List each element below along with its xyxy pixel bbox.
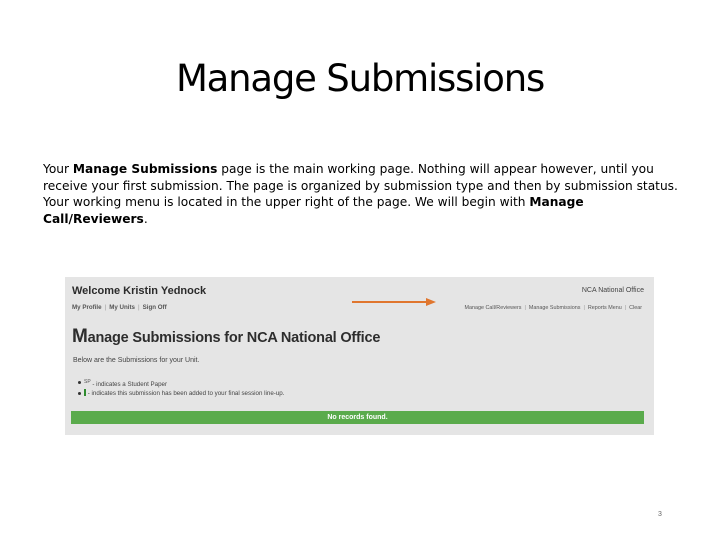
page-number: 3 xyxy=(658,511,662,518)
sign-off-link[interactable]: Sign Off xyxy=(142,304,167,311)
welcome-heading: Welcome Kristin Yednock xyxy=(72,285,207,297)
arrow-icon xyxy=(352,297,436,307)
intro-text-1: Your xyxy=(43,162,73,176)
unit-description: Below are the Submissions for your Unit. xyxy=(73,357,200,364)
menu-separator: | xyxy=(624,305,627,311)
menu-separator: | xyxy=(524,305,526,311)
legend-list xyxy=(78,377,284,399)
legend-student-paper-text: - indicates a Student Paper xyxy=(90,381,168,389)
page-heading-rest: anage Submissions for NCA National Office xyxy=(87,330,381,346)
app-screenshot xyxy=(65,277,654,435)
reports-menu-link[interactable]: Reports Menu xyxy=(587,305,622,311)
my-units-link[interactable]: My Units xyxy=(109,304,135,311)
intro-paragraph xyxy=(43,161,683,227)
working-menu xyxy=(465,305,642,311)
office-name: NCA National Office xyxy=(581,287,644,294)
page-heading-initial: M xyxy=(72,326,88,347)
student-paper-symbol: SP xyxy=(84,379,91,385)
no-records-bar: No records found. xyxy=(71,411,644,424)
clear-link[interactable]: Clear xyxy=(629,305,642,311)
menu-separator: | xyxy=(583,305,585,311)
user-nav xyxy=(72,304,167,311)
intro-text-2: page is the main working page. Nothing will appear however, until you receive your first submission. The page is organized by submission type and then by submission status. Your working menu is located in the upper right of the page. We will begin with xyxy=(43,162,678,210)
page-heading xyxy=(72,326,380,348)
intro-bold-manage-submissions: Manage Submissions xyxy=(72,162,218,176)
legend-item-lineup xyxy=(78,388,284,399)
intro-bold-manage-call-reviewers: Manage Call/Reviewers xyxy=(43,195,584,226)
slide-title: Manage Submissions xyxy=(175,57,545,100)
legend-item-student-paper xyxy=(78,377,284,388)
manage-call-reviewers-link[interactable]: Manage Call/Reviewers xyxy=(464,305,522,311)
intro-text-3: . xyxy=(143,211,148,226)
my-profile-link[interactable]: My Profile xyxy=(72,304,102,311)
nav-separator: | xyxy=(104,304,107,311)
nav-separator: | xyxy=(137,304,140,311)
manage-submissions-link[interactable]: Manage Submissions xyxy=(528,305,581,311)
legend-lineup-text: - indicates this submission has been added to your final session line-up. xyxy=(86,390,285,397)
